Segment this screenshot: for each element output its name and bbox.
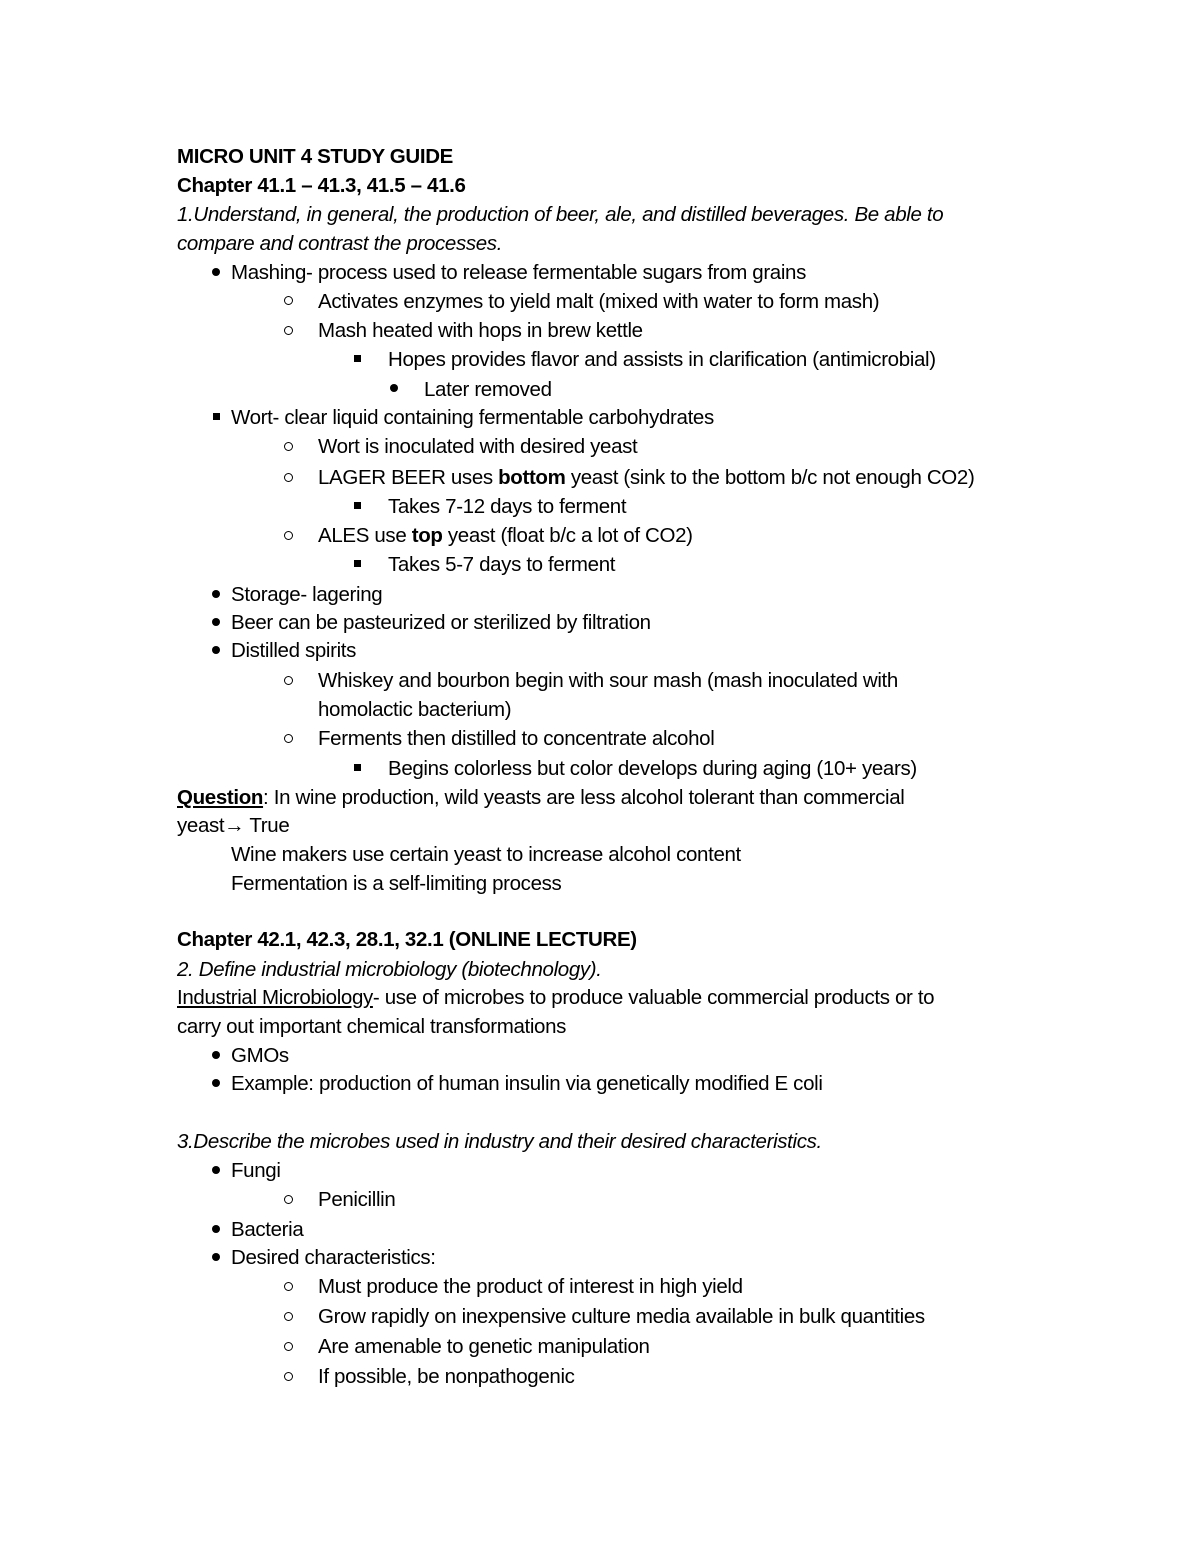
list-item-penicillin: Penicillin bbox=[318, 1188, 396, 1211]
bullet-square-icon bbox=[354, 355, 361, 362]
question-line2-post: True bbox=[244, 814, 290, 837]
definition-term: Industrial Microbiology bbox=[177, 986, 373, 1009]
list-item-lager bbox=[318, 463, 974, 492]
list-item-later-removed: Later removed bbox=[424, 378, 552, 401]
question-text: : In wine production, wild yeasts are less alcohol tolerant than commercial bbox=[263, 786, 905, 809]
bullet-disc-icon bbox=[212, 1051, 220, 1059]
list-item-ales bbox=[318, 521, 693, 550]
list-item-wort: Wort- clear liquid containing fermentable carbohydrates bbox=[231, 406, 714, 429]
section-heading-1: Chapter 41.1 – 41.3, 41.5 – 41.6 bbox=[177, 174, 466, 197]
bullet-disc-icon bbox=[390, 384, 398, 392]
list-item-pasteurized: Beer can be pasteurized or sterilized by filtration bbox=[231, 611, 651, 634]
list-item-gmos: GMOs bbox=[231, 1044, 289, 1067]
list-item-begins: Begins colorless but color develops during aging (10+ years) bbox=[388, 757, 917, 780]
question-line2-pre: yeast bbox=[177, 814, 225, 837]
question-label: Question bbox=[177, 786, 264, 809]
ales-text-post: yeast (float b/c a lot of CO2) bbox=[442, 524, 693, 547]
list-item-characteristic-3: Are amenable to genetic manipulation bbox=[318, 1335, 650, 1358]
list-item-ferments: Ferments then distilled to concentrate alcohol bbox=[318, 727, 715, 750]
ales-text-pre: ALES use bbox=[318, 524, 412, 547]
list-item-storage: Storage- lagering bbox=[231, 583, 383, 606]
list-item-mashing: Mashing- process used to release fermentable sugars from grains bbox=[231, 261, 807, 284]
bullet-circle-icon bbox=[284, 734, 293, 743]
ales-text-bold: top bbox=[411, 524, 443, 547]
bullet-circle-icon bbox=[284, 676, 293, 685]
lager-text-pre: LAGER BEER uses bbox=[318, 466, 499, 489]
list-item-activates: Activates enzymes to yield malt (mixed with water to form mash) bbox=[318, 290, 880, 313]
list-item-distilled: Distilled spirits bbox=[231, 639, 357, 662]
list-item-whiskey-line-2: homolactic bacterium) bbox=[318, 698, 512, 721]
bullet-disc-icon bbox=[212, 1253, 220, 1261]
answer-fermentation: Fermentation is a self-limiting process bbox=[231, 872, 562, 895]
list-item-whiskey-line-1: Whiskey and bourbon begin with sour mash (mash inoculated with bbox=[318, 669, 898, 692]
list-item-characteristic-4: If possible, be nonpathogenic bbox=[318, 1365, 575, 1388]
definition-line-2: carry out important chemical transformations bbox=[177, 1015, 567, 1038]
question-1-line-1: 1.Understand, in general, the production of beer, ale, and distilled beverages. Be able to bbox=[177, 203, 944, 226]
lager-text-post: yeast (sink to the bottom b/c not enough CO2) bbox=[565, 466, 975, 489]
list-item-example: Example: production of human insulin via genetically modified E coli bbox=[231, 1072, 823, 1095]
bullet-square-icon bbox=[354, 502, 361, 509]
list-item-wort-inoculated: Wort is inoculated with desired yeast bbox=[318, 435, 638, 458]
question-3: 3.Describe the microbes used in industry and their desired characteristics. bbox=[177, 1130, 822, 1153]
bullet-disc-icon bbox=[212, 1225, 220, 1233]
bullet-square-icon bbox=[213, 413, 220, 420]
bullet-disc-icon bbox=[212, 1079, 220, 1087]
question-wine-line-2 bbox=[177, 811, 289, 840]
question-wine-line-1 bbox=[177, 783, 905, 812]
bullet-square-icon bbox=[354, 764, 361, 771]
definition-line-1 bbox=[177, 983, 934, 1012]
bullet-circle-icon bbox=[284, 442, 293, 451]
bullet-circle-icon bbox=[284, 1372, 293, 1381]
question-2: 2. Define industrial microbiology (biotechnology). bbox=[177, 958, 602, 981]
list-item-mash-heated: Mash heated with hops in brew kettle bbox=[318, 319, 643, 342]
bullet-circle-icon bbox=[284, 1282, 293, 1291]
answer-wine-makers: Wine makers use certain yeast to increase alcohol content bbox=[231, 843, 741, 866]
bullet-square-icon bbox=[354, 560, 361, 567]
document-title: MICRO UNIT 4 STUDY GUIDE bbox=[177, 145, 453, 168]
bullet-circle-icon bbox=[284, 531, 293, 540]
list-item-fungi: Fungi bbox=[231, 1159, 281, 1182]
bullet-disc-icon bbox=[212, 646, 220, 654]
section-heading-2: Chapter 42.1, 42.3, 28.1, 32.1 (ONLINE LECTURE) bbox=[177, 928, 637, 951]
definition-text: - use of microbes to produce valuable commercial products or to bbox=[372, 986, 935, 1009]
bullet-circle-icon bbox=[284, 296, 293, 305]
bullet-circle-icon bbox=[284, 326, 293, 335]
list-item-takes-5-7: Takes 5-7 days to ferment bbox=[388, 553, 616, 576]
list-item-desired: Desired characteristics: bbox=[231, 1246, 436, 1269]
list-item-characteristic-2: Grow rapidly on inexpensive culture media available in bulk quantities bbox=[318, 1305, 925, 1328]
lager-text-bold: bottom bbox=[498, 466, 566, 489]
question-1-line-2: compare and contrast the processes. bbox=[177, 232, 503, 255]
list-item-takes-7-12: Takes 7-12 days to ferment bbox=[388, 495, 627, 518]
bullet-circle-icon bbox=[284, 1312, 293, 1321]
list-item-bacteria: Bacteria bbox=[231, 1218, 304, 1241]
bullet-disc-icon bbox=[212, 590, 220, 598]
bullet-circle-icon bbox=[284, 473, 293, 482]
list-item-characteristic-1: Must produce the product of interest in high yield bbox=[318, 1275, 743, 1298]
bullet-disc-icon bbox=[212, 268, 220, 276]
bullet-disc-icon bbox=[212, 1166, 220, 1174]
bullet-circle-icon bbox=[284, 1195, 293, 1204]
bullet-disc-icon bbox=[212, 618, 220, 626]
bullet-circle-icon bbox=[284, 1342, 293, 1351]
list-item-hopes: Hopes provides flavor and assists in clarification (antimicrobial) bbox=[388, 348, 936, 371]
arrow-right-icon: → bbox=[224, 814, 245, 837]
